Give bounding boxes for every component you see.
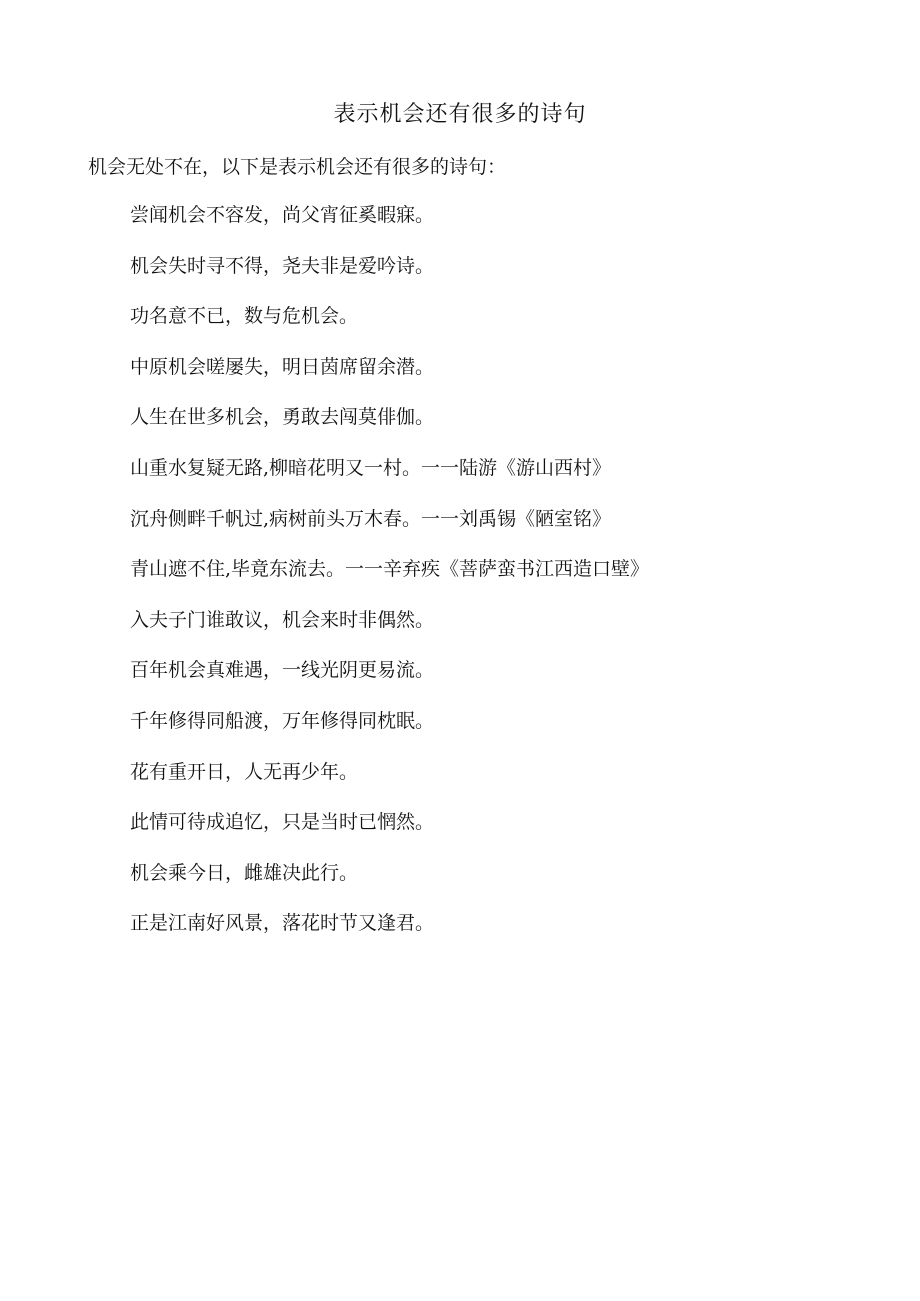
poem-line: 中原机会嗟屡失，明日茵席留余潜。: [130, 355, 435, 378]
poem-line: 山重水复疑无路,柳暗花明又一村。一一陆游《游山西村》: [130, 456, 612, 479]
poem-line: 机会失时寻不得，尧夫非是爱吟诗。: [130, 254, 435, 277]
document-title: 表示机会还有很多的诗句: [333, 102, 587, 127]
intro-paragraph: 机会无处不在，以下是表示机会还有很多的诗句：: [88, 156, 507, 178]
poem-line: 尝闻机会不容发，尚父宵征奚暇寐。: [130, 204, 435, 226]
poem-line: 沉舟侧畔千帆过,病树前头万木春。一一刘禹锡《陋室铭》: [130, 507, 612, 530]
poem-line: 百年机会真难遇，一线光阴更易流。: [130, 659, 435, 682]
poem-line: 此情可待成追忆，只是当时已惘然。: [130, 811, 435, 834]
poem-line: 功名意不已，数与危机会。: [130, 305, 359, 328]
poem-line: 花有重开日，人无再少年。: [130, 760, 359, 783]
poem-line: 青山遮不住,毕竟东流去。一一辛弃疾《菩萨蛮书江西造口壁》: [130, 558, 650, 581]
poem-line-list: [130, 201, 649, 960]
poem-line: 入夫子门谁敢议，机会来时非偶然。: [130, 608, 435, 631]
poem-line: 正是江南好风景，落花时节又逢君。: [130, 912, 435, 935]
poem-line: 人生在世多机会，勇敢去闯莫俳伽。: [130, 406, 435, 429]
poem-line: 机会乘今日，雌雄决此行。: [130, 861, 359, 884]
poem-line: 千年修得同船渡，万年修得同枕眠。: [130, 709, 435, 732]
